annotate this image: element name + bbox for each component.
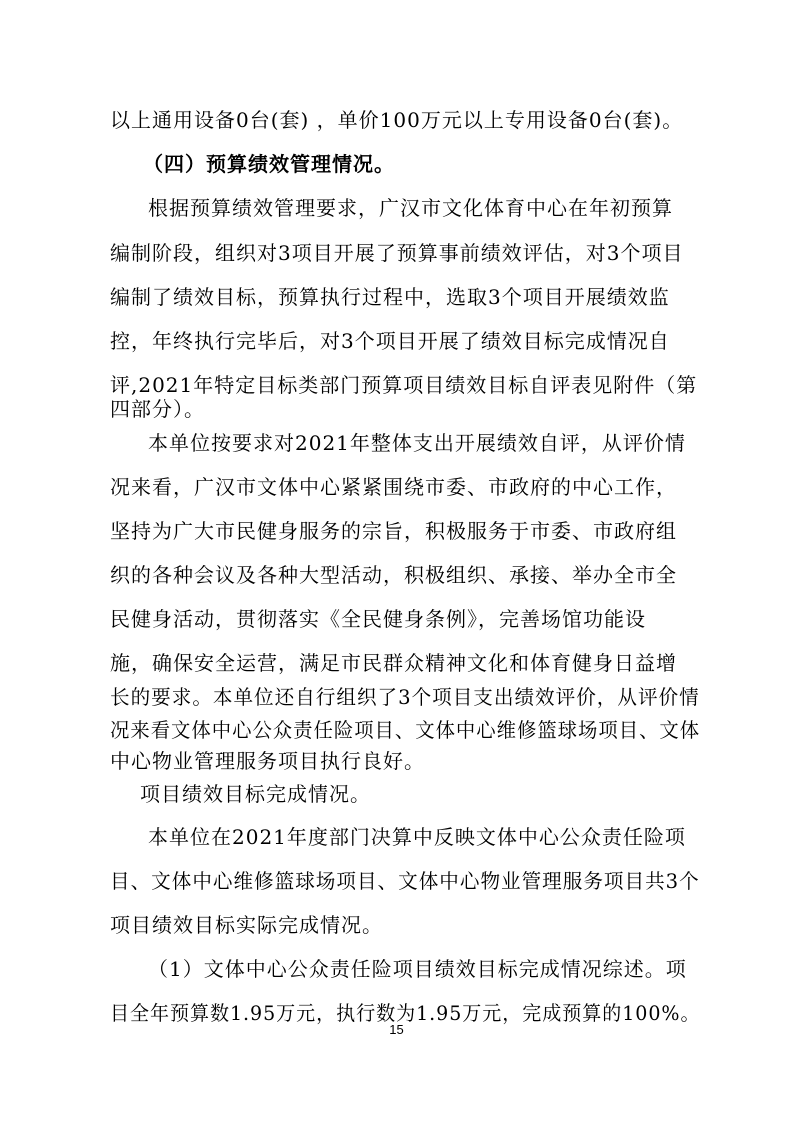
text-line-15: 长的要求。本单位还自行组织了3个项目支出绩效评价，从评价情 — [110, 685, 700, 709]
text-line-4: 编制阶段，组织对3项目开展了预算事前绩效评估，对3个项目 — [110, 241, 684, 265]
text-line-21: 项目绩效目标实际完成情况。 — [110, 913, 383, 937]
text-line-23: 目全年预算数1.95万元，执行数为1.95万元，完成预算的100%。 — [110, 1001, 701, 1025]
text-line-17: 中心物业管理服务项目执行良好。 — [110, 749, 425, 773]
text-line-19: 本单位在2021年度部门决算中反映文体中心公众责任险项 — [148, 825, 686, 849]
section-heading: （四）预算绩效管理情况。 — [143, 152, 395, 176]
text-line-10: 况来看，广汉市文体中心紧紧围绕市委、市政府的中心工作， — [110, 475, 677, 499]
text-line-22: （1）文体中心公众责任险项目绩效目标完成情况综述。项 — [148, 957, 687, 981]
text-line-6: 控，年终执行完毕后，对3个项目开展了绩效目标完成情况自 — [110, 329, 670, 353]
text-line-11: 坚持为广大市民健身服务的宗旨，积极服务于市委、市政府组 — [110, 519, 677, 543]
text-line-5: 编制了绩效目标，预算执行过程中，选取3个项目开展绩效监 — [110, 285, 670, 309]
text-line-7: 评,2021年特定目标类部门预算项目绩效目标自评表见附件（第 — [110, 373, 698, 397]
text-line-18: 项目绩效目标完成情况。 — [140, 782, 371, 806]
text-line-1: 以上通用设备0台(套) ，单价100万元以上专用设备0台(套)。 — [110, 108, 684, 132]
text-line-14: 施，确保安全运营，满足市民群众精神文化和体育健身日益增 — [110, 651, 677, 675]
text-line-20: 目、文体中心维修篮球场项目、文体中心物业管理服务项目共3个 — [110, 869, 700, 893]
text-line-8: 四部分）。 — [110, 397, 205, 421]
text-line-3: 根据预算绩效管理要求，广汉市文化体育中心在年初预算 — [148, 196, 673, 220]
text-line-13: 民健身活动，贯彻落实《全民健身条例》，完善场馆功能设 — [110, 607, 646, 631]
page-number: 15 — [389, 1022, 404, 1037]
text-line-12: 织的各种会议及各种大型活动，积极组织、承接、举办全市全 — [110, 563, 677, 587]
text-line-9: 本单位按要求对2021年整体支出开展绩效自评，从评价情 — [148, 431, 686, 455]
text-line-16: 况来看文体中心公众责任险项目、文体中心维修篮球场项目、文体 — [110, 718, 701, 742]
